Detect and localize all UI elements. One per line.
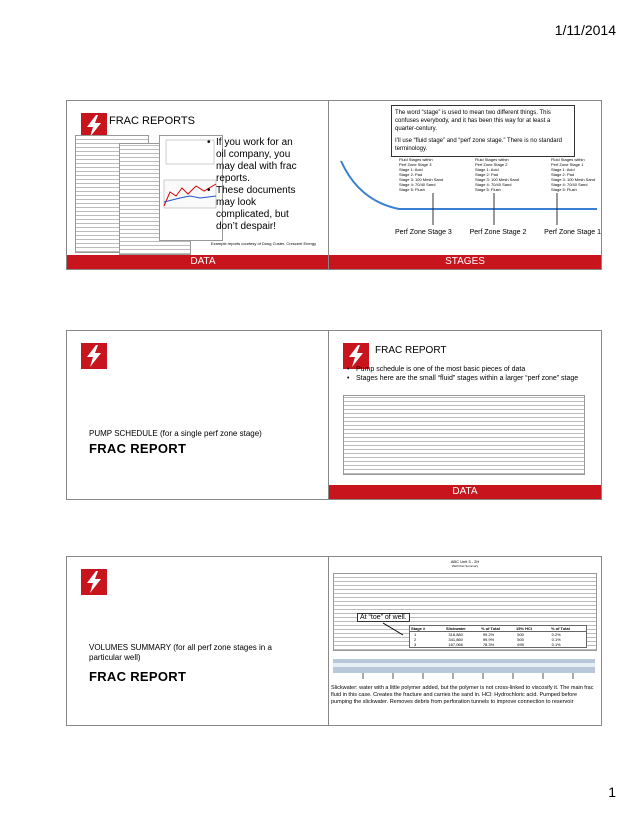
cell: 0.2% bbox=[551, 632, 561, 637]
stage-line: Stage 1: Acid bbox=[474, 167, 499, 172]
column-header: Stage # bbox=[411, 626, 426, 631]
cell: 99.9% bbox=[482, 637, 495, 642]
table-row bbox=[410, 642, 586, 647]
bullet-item: • If you work for an oil company, you may deal with frac reports. bbox=[207, 137, 297, 185]
slide-frac-report-data bbox=[328, 330, 602, 500]
cell: 695 bbox=[517, 642, 524, 647]
sheet-subtitle: Well Frac Summary bbox=[451, 564, 479, 568]
cell: 167,066 bbox=[448, 642, 463, 647]
subtitle-note: (for a single perf zone stage) bbox=[160, 429, 262, 438]
stage-line: Stage 5: Flush bbox=[399, 187, 425, 192]
toe-callout: At “toe” of well. bbox=[357, 613, 410, 622]
stage-line: Stage 3: 100 Mesh Sand bbox=[399, 177, 444, 182]
stage-line: Fluid Stages within bbox=[474, 157, 509, 162]
terminology-note: Slickwater: water with a little polymer added, but the polymer is not cross-linked to viscosify it. The main frac fluid in this case. Creates the fracture and carries the sand in. HCl: Hydrochloric acid. Pumped before pumping the slickwater. Removes debris from perforation tunnels to improve connection to reservoir bbox=[331, 685, 594, 705]
slide-title: FRAC REPORT bbox=[89, 669, 187, 684]
subtitle-main: VOLUMES SUMMARY bbox=[89, 643, 171, 652]
page-date: 1/11/2014 bbox=[554, 22, 616, 38]
bullet-list bbox=[347, 365, 587, 383]
cell: 500 bbox=[517, 632, 524, 637]
lightning-logo-icon bbox=[81, 569, 107, 595]
stage-line: Stage 1: Acid bbox=[399, 167, 423, 172]
slide-volumes-summary bbox=[66, 556, 340, 726]
cell: 0.1% bbox=[551, 637, 561, 642]
bullet-item: • These documents may look complicated, but don’t despair! bbox=[207, 185, 297, 233]
stage-line: Stage 1: Acid bbox=[550, 167, 575, 172]
column-header: % of Total bbox=[551, 626, 570, 631]
stage-line: Fluid Stages within bbox=[550, 157, 585, 162]
perf-zone-label: Perf Zone Stage 2 bbox=[469, 229, 527, 236]
stage-line: Stage 4: 70/40 Sand bbox=[474, 182, 512, 187]
slide-stages bbox=[328, 100, 602, 270]
lightning-logo-icon bbox=[81, 343, 107, 369]
slide-title: FRAC REPORTS bbox=[109, 115, 195, 127]
cell: 0.1% bbox=[551, 642, 561, 647]
stage-line: Stage 2: Pad bbox=[474, 172, 499, 177]
slide-subtitle bbox=[89, 643, 289, 663]
section-banner: STAGES bbox=[329, 255, 601, 269]
stage-line: Stage 3: 100 Mesh Sand bbox=[474, 177, 520, 182]
cell: 99.2% bbox=[482, 632, 495, 637]
stage-line: Fluid Stages within bbox=[399, 157, 433, 162]
cell: 1 bbox=[414, 632, 417, 637]
subtitle-main: PUMP SCHEDULE bbox=[89, 429, 158, 438]
slide-volume-table bbox=[328, 556, 602, 726]
bullet-item: • Stages here are the small “fluid” stages within a larger “perf zone” stage bbox=[347, 374, 587, 383]
stage-line: Perf Zone Stage 1 bbox=[550, 162, 584, 167]
subtitle-note: (for all perf zone stages in a particular well) bbox=[89, 643, 272, 662]
stage-line: Stage 4: 70/40 Sand bbox=[399, 182, 436, 187]
perf-zone-labels bbox=[395, 229, 601, 236]
stage-line: Stage 3: 100 Mesh Sand bbox=[550, 177, 595, 182]
slide-title: FRAC REPORT bbox=[89, 441, 187, 456]
slide-pump-schedule bbox=[66, 330, 340, 500]
bullet-item: • Pump schedule is one of the most basic pieces of data bbox=[347, 365, 587, 374]
cell: 78.3% bbox=[482, 642, 495, 647]
sheet-title: ABC Unit 3 - 2H bbox=[450, 559, 480, 564]
perf-zone-label: Perf Zone Stage 1 bbox=[544, 229, 601, 236]
stage-line: Stage 5: Flush bbox=[474, 187, 501, 192]
stage-line: Stage 5: Flush bbox=[550, 187, 577, 192]
stage-line: Stage 2: Pad bbox=[550, 172, 575, 177]
pump-schedule-table bbox=[343, 395, 585, 475]
section-banner: DATA bbox=[67, 255, 339, 269]
section-banner: DATA bbox=[329, 485, 601, 499]
stage-line: Stage 2: Pad bbox=[399, 172, 423, 177]
volume-table bbox=[409, 625, 587, 648]
perf-zone-label: Perf Zone Stage 3 bbox=[395, 229, 452, 236]
caption: Example reports courtesy of Doug Custer, Crescent Energy bbox=[211, 241, 317, 246]
cell: 3 bbox=[414, 642, 417, 647]
bullet-list bbox=[207, 137, 297, 233]
column-header: Slickwater bbox=[446, 626, 466, 631]
slide-title: FRAC REPORT bbox=[375, 345, 447, 356]
stage-line: Perf Zone Stage 2 bbox=[474, 162, 508, 167]
stage-line: Perf Zone Stage 3 bbox=[399, 162, 432, 167]
wellbore-diagram bbox=[329, 101, 601, 269]
cell: 318,880 bbox=[448, 632, 463, 637]
cell: 341,860 bbox=[448, 637, 463, 642]
page-number: 1 bbox=[608, 784, 616, 800]
stage-line: Stage 4: 70/40 Sand bbox=[550, 182, 588, 187]
callout-line: The word “stage” is used to mean two different things. This confuses everybody, and it has been this way for at least a quarter-century. bbox=[395, 110, 551, 132]
slide-frac-reports bbox=[66, 100, 340, 270]
slide-subtitle bbox=[89, 429, 262, 438]
column-header: % of Total bbox=[481, 626, 500, 631]
column-header: 15% HCl bbox=[516, 626, 533, 631]
callout-line: I’ll use “fluid stage” and “perf zone stage.” There is no standard terminology. bbox=[395, 138, 562, 152]
cell: 500 bbox=[517, 637, 524, 642]
wellbore-illustration bbox=[333, 653, 595, 683]
cell: 2 bbox=[414, 637, 417, 642]
